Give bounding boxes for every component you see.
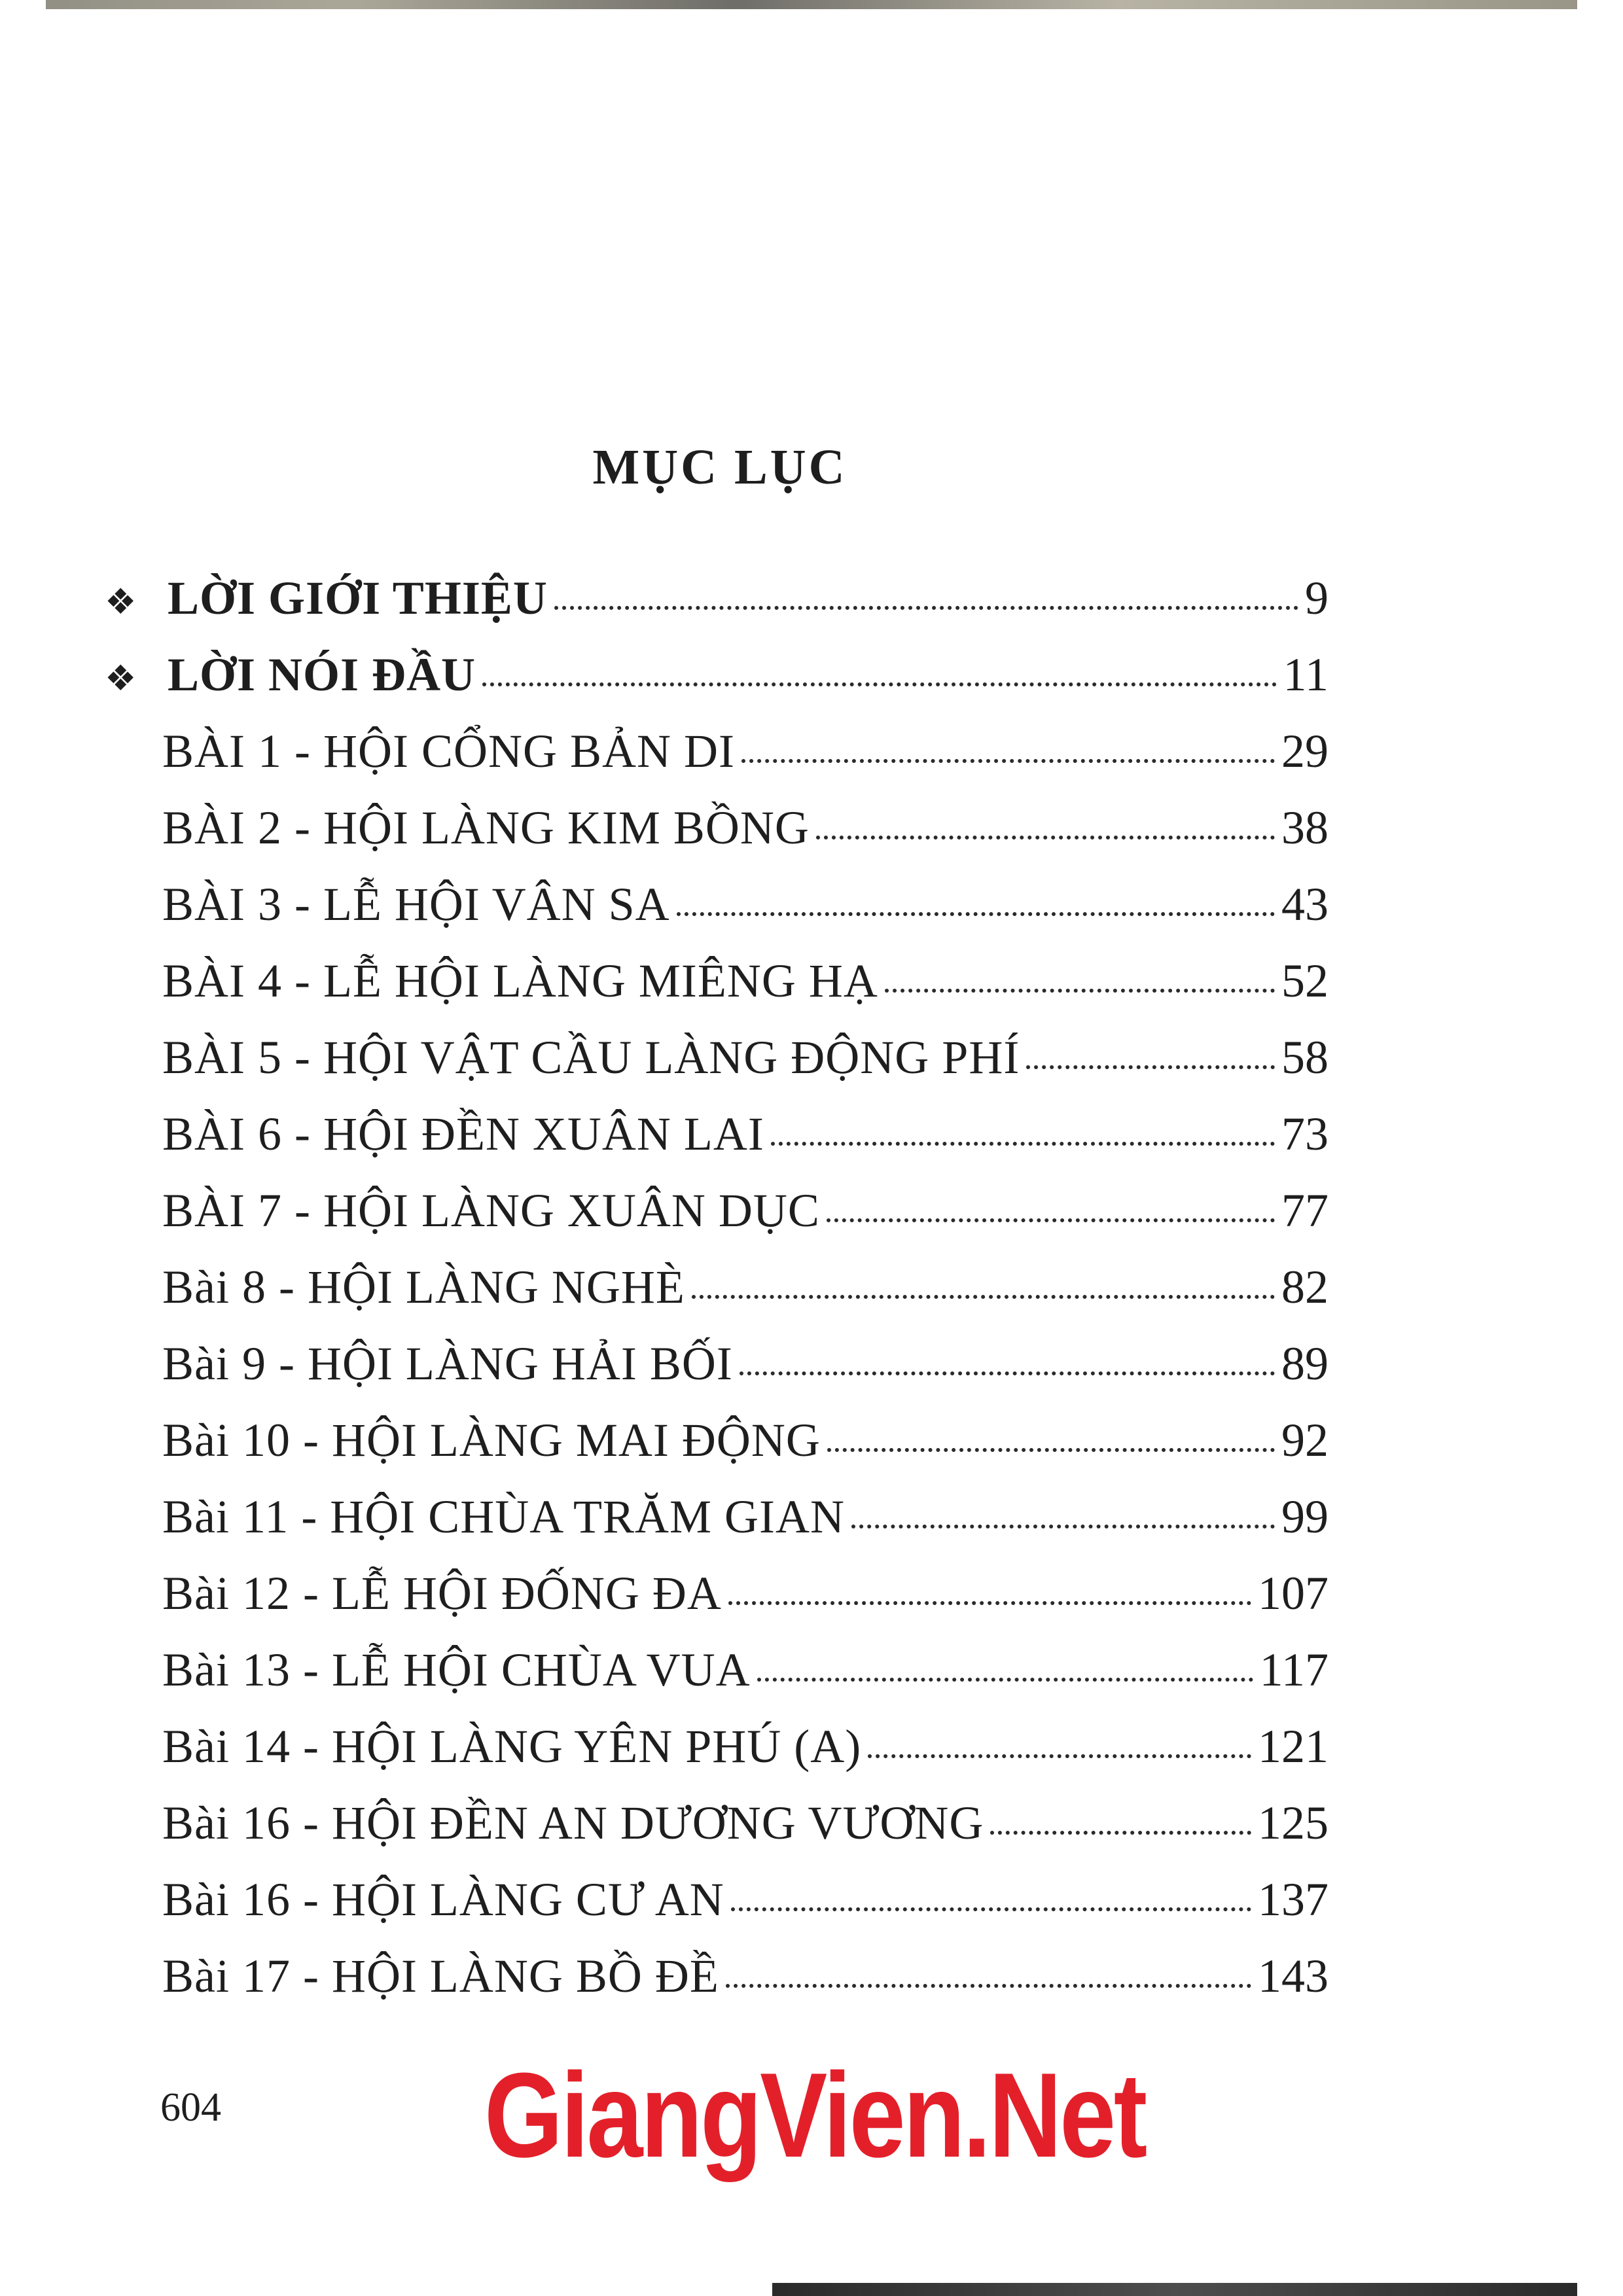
watermark-logo: GiangVien.Net [484, 2047, 1145, 2182]
toc-entry-page: 58 [1281, 1031, 1329, 1084]
toc-entry [105, 1646, 1329, 1723]
toc-entry [105, 1873, 1329, 1952]
toc-entry-label: BÀI 3 - LỄ HỘI VÂN SA [162, 878, 670, 930]
toc-entry-page: 52 [1281, 955, 1329, 1007]
toc-entry-label: BÀI 5 - HỘI VẬT CẦU LÀNG ĐỘNG PHÍ [162, 1031, 1020, 1084]
toc-entry [105, 1031, 1329, 1110]
toc-entry-page: 29 [1281, 725, 1329, 777]
toc-entry-label: Bài 16 - HỘI ĐỀN AN DƯƠNG VƯƠNG [162, 1797, 984, 1849]
toc-entry-page: 89 [1281, 1337, 1329, 1390]
toc-entry [105, 1184, 1329, 1263]
toc-entry-label: LỜI GIỚI THIỆU [168, 572, 548, 624]
toc-entry [105, 648, 1329, 728]
toc-entry-label: Bài 9 - HỘI LÀNG HẢI BỐI [162, 1337, 733, 1390]
dot-leader [990, 1831, 1251, 1835]
toc-entry-page: 125 [1258, 1797, 1329, 1849]
toc-entry-page: 117 [1259, 1644, 1329, 1696]
toc-entry [105, 725, 1329, 804]
toc-entry-label: Bài 8 - HỘI LÀNG NGHÈ [162, 1261, 685, 1313]
toc-entry [105, 878, 1329, 957]
toc-entry-page: 121 [1258, 1720, 1329, 1773]
toc-entry-label: Bài 12 - LỄ HỘI ĐỐNG ĐA [162, 1567, 722, 1619]
diamond-bullet-icon: ❖ [105, 582, 137, 622]
toc-entry [105, 1567, 1329, 1646]
toc-entry-label: BÀI 7 - HỘI LÀNG XUÂN DỤC [162, 1184, 820, 1237]
toc-entry-page: 77 [1281, 1184, 1329, 1237]
toc-entry-label: Bài 10 - HỘI LÀNG MAI ĐỘNG [162, 1414, 821, 1466]
toc-entry-page: 82 [1281, 1261, 1329, 1313]
toc-entry [105, 1337, 1329, 1417]
dot-leader [868, 1754, 1251, 1758]
dot-leader [692, 1295, 1275, 1299]
toc-entry [105, 957, 1329, 1034]
toc-entry-page: 38 [1281, 802, 1329, 854]
toc-entry-label: Bài 16 - HỘI LÀNG CƯ AN [162, 1873, 724, 1926]
toc-entry-label: BÀI 1 - HỘI CỔNG BẢN DI [162, 725, 735, 777]
page-number: 604 [160, 2085, 221, 2130]
dot-leader [851, 1525, 1275, 1528]
table-of-contents [105, 574, 1329, 2029]
toc-entry-label: BÀI 2 - HỘI LÀNG KIM BỒNG [162, 802, 810, 854]
dot-leader [827, 1448, 1275, 1452]
dot-leader [677, 912, 1275, 916]
toc-entry-label: BÀI 6 - HỘI ĐỀN XUÂN LAI [162, 1108, 764, 1160]
dot-leader [816, 836, 1275, 839]
scan-top-edge [46, 0, 1577, 9]
toc-entry-page: 137 [1258, 1873, 1329, 1926]
dot-leader [741, 759, 1275, 763]
dot-leader [482, 682, 1277, 686]
toc-entry-page: 43 [1281, 878, 1329, 930]
toc-entry [105, 1263, 1329, 1340]
diamond-bullet-icon: ❖ [105, 659, 137, 698]
dot-leader [885, 989, 1275, 993]
toc-entry-label: LỜI NÓI ĐẦU [168, 648, 476, 701]
toc-entry-page: 143 [1258, 1950, 1329, 2002]
toc-entry [105, 574, 1329, 651]
toc-entry-label: Bài 13 - LỄ HỘI CHÙA VUA [162, 1644, 751, 1696]
dot-leader [757, 1678, 1253, 1682]
dot-leader [827, 1218, 1275, 1222]
dot-leader [1026, 1065, 1275, 1069]
toc-entry [105, 1952, 1329, 2029]
toc-entry-label: Bài 11 - HỘI CHÙA TRĂM GIAN [162, 1491, 845, 1543]
toc-entry-label: BÀI 4 - LỄ HỘI LÀNG MIÊNG HẠ [162, 955, 878, 1007]
toc-entry [105, 804, 1329, 881]
toc-entry [105, 1110, 1329, 1187]
toc-entry-page: 73 [1281, 1108, 1329, 1160]
toc-entry-page: 92 [1281, 1414, 1329, 1466]
toc-entry-page: 9 [1305, 572, 1329, 624]
dot-leader [554, 606, 1298, 610]
toc-entry [105, 1799, 1329, 1876]
page-title: MỤC LỤC [592, 439, 847, 495]
toc-entry-label: Bài 14 - HỘI LÀNG YÊN PHÚ (A) [162, 1720, 862, 1773]
toc-entry [105, 1720, 1329, 1799]
toc-entry-label: Bài 17 - HỘI LÀNG BỒ ĐỀ [162, 1950, 719, 2002]
dot-leader [731, 1907, 1251, 1911]
toc-entry [105, 1493, 1329, 1570]
toc-entry-page: 107 [1258, 1567, 1329, 1619]
toc-entry-page: 11 [1283, 648, 1329, 701]
dot-leader [771, 1142, 1275, 1146]
toc-entry-page: 99 [1281, 1491, 1329, 1543]
scan-bottom-edge [772, 2283, 1577, 2296]
dot-leader [740, 1371, 1275, 1375]
dot-leader [728, 1601, 1251, 1605]
toc-entry [105, 1414, 1329, 1493]
dot-leader [726, 1984, 1251, 1988]
